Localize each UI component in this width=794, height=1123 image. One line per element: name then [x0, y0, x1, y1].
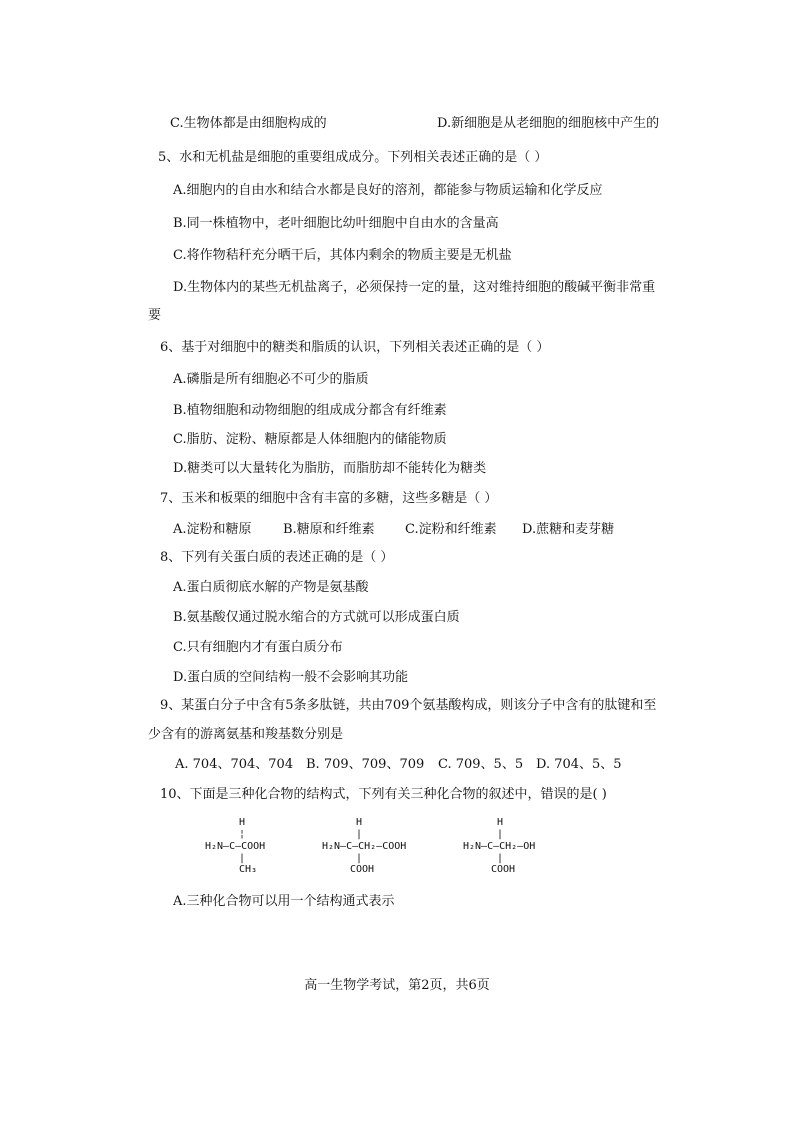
structure-3-bond-bottom: |: [497, 853, 504, 864]
structure-2-main-chain: H₂N—C—CH₂—COOH: [322, 841, 407, 852]
q4-option-d: D.新细胞是从老细胞的细胞核中产生的: [437, 116, 660, 131]
q10-stem: 10、下面是三种化合物的结构式，下列有关三种化合物的叙述中，错误的是( ): [160, 787, 607, 802]
structure-1-bond-top: ¦: [239, 829, 246, 840]
structure-2-bond-top: |: [356, 829, 363, 840]
page-footer: 高一生物学考试，第2页，共6页: [304, 978, 490, 993]
q8-option-d: D.蛋白质的空间结构一般不会影响其功能: [173, 670, 409, 685]
q5-option-d-line1: D.生物体内的某些无机盐离子，必须保持一定的量，这对维持细胞的酸碱平衡非常重: [173, 280, 656, 295]
structure-3-bond-top: |: [497, 829, 504, 840]
q8-stem: 8、下列有关蛋白质的表述正确的是（ ）: [160, 550, 394, 565]
q5-option-d-line2: 要: [148, 308, 162, 323]
q6-stem: 6、基于对细胞中的糖类和脂质的认识，下列相关表述正确的是（ ）: [160, 340, 550, 355]
q7-stem: 7、玉米和板栗的细胞中含有丰富的多糖，这些多糖是（ ）: [160, 491, 498, 506]
q5-option-c: C.将作物秸秆充分晒干后，其体内剩余的物质主要是无机盐: [173, 248, 512, 263]
q7-option-d: D.蔗糖和麦芽糖: [522, 522, 615, 537]
structure-1-bond-bottom: |: [239, 853, 246, 864]
q5-stem: 5、水和无机盐是细胞的重要组成成分。下列相关表述正确的是（ ）: [158, 150, 548, 165]
structure-2-bottom-group: COOH: [350, 864, 375, 875]
q9-option-b: B. 709、709、709: [306, 757, 425, 772]
structure-2-bond-bottom: |: [356, 853, 363, 864]
structure-1-bottom-group: CH₃: [239, 864, 258, 875]
q5-option-b: B.同一株植物中，老叶细胞比幼叶细胞中自由水的含量高: [173, 216, 499, 231]
structure-3-bottom-group: COOH: [491, 864, 516, 875]
structure-1-main-chain: H₂N—C—COOH: [205, 841, 266, 852]
q10-option-a: A.三种化合物可以用一个结构通式表示: [173, 894, 395, 909]
structure-3-top-atom: H: [497, 817, 504, 828]
q8-option-c: C.只有细胞内才有蛋白质分布: [173, 640, 343, 655]
q8-option-b: B.氨基酸仅通过脱水缩合的方式就可以形成蛋白质: [173, 610, 460, 625]
q7-option-b: B.糖原和纤维素: [283, 522, 375, 537]
q6-option-d: D.糖类可以大量转化为脂肪，而脂肪却不能转化为糖类: [173, 461, 487, 476]
structure-3-main-chain: H₂N—C—CH₂—OH: [463, 841, 536, 852]
q4-option-c: C.生物体都是由细胞构成的: [170, 116, 327, 131]
q6-option-c: C.脂肪、淀粉、糖原都是人体细胞内的储能物质: [173, 432, 447, 447]
q5-option-a: A.细胞内的自由水和结合水都是良好的溶剂，都能参与物质运输和化学反应: [173, 183, 603, 198]
structure-2-top-atom: H: [356, 817, 363, 828]
q6-option-a: A.磷脂是所有细胞必不可少的脂质: [173, 372, 369, 387]
q9-option-c: C. 709、5、5: [438, 757, 524, 772]
q9-option-a: A. 704、704、704: [175, 757, 294, 772]
q7-option-a: A.淀粉和糖原: [173, 522, 252, 537]
structure-1-top-atom: H: [239, 817, 246, 828]
q9-stem-line1: 9、某蛋白分子中含有5条多肽链，共由709个氨基酸构成，则该分子中含有的肽键和至: [160, 698, 657, 713]
q9-option-d: D. 704、5、5: [536, 757, 622, 772]
q7-option-c: C.淀粉和纤维素: [405, 522, 497, 537]
q6-option-b: B.植物细胞和动物细胞的组成成分都含有纤维素: [173, 403, 447, 418]
q8-option-a: A.蛋白质彻底水解的产物是氨基酸: [173, 580, 369, 595]
q9-stem-line2: 少含有的游离氨基和羧基数分别是: [148, 727, 344, 742]
